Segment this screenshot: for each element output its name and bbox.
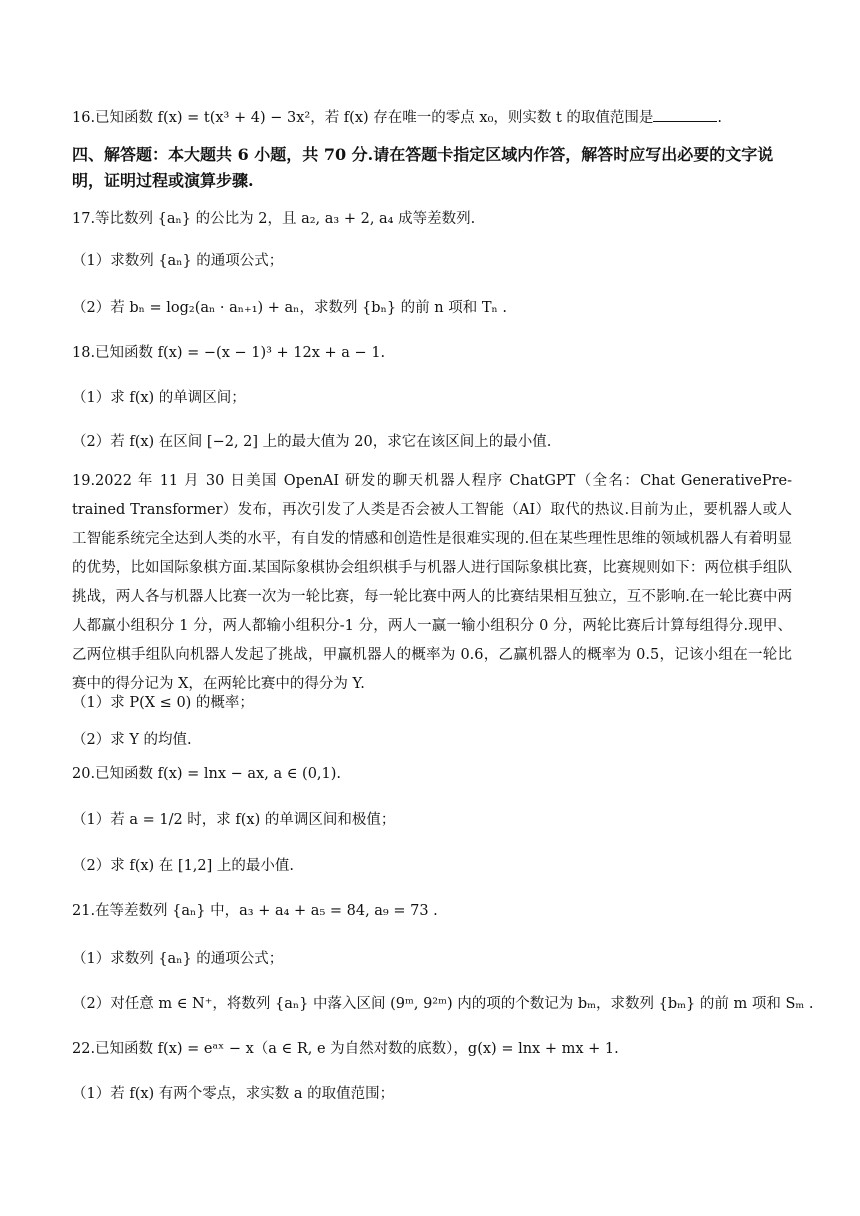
- question-19-part-2: （2）求 Y 的均值.: [72, 732, 192, 748]
- question-16: [72, 107, 792, 129]
- question-20: 20.已知函数 f(x) = lnx − ax, a ∈ (0,1).: [72, 766, 342, 782]
- question-20-part-1: （1）若 a = 1/2 时，求 f(x) 的单调区间和极值；: [72, 812, 396, 828]
- question-18-part-1: （1）求 f(x) 的单调区间；: [72, 390, 246, 406]
- question-21-part-1: （1）求数列 {aₙ} 的通项公式；: [72, 951, 284, 967]
- question-22: 22.已知函数 f(x) = eᵃˣ − x（a ∈ R, e 为自然对数的底数），g(x) = lnx + mx + 1.: [72, 1041, 619, 1057]
- question-22-part-1: （1）若 f(x) 有两个零点，求实数 a 的取值范围；: [72, 1086, 395, 1102]
- question-17-part-2: （2）若 bₙ = log₂(aₙ · aₙ₊₁) + aₙ，求数列 {bₙ} 的前 n 项和 Tₙ .: [72, 300, 507, 316]
- question-18: 18.已知函数 f(x) = −(x − 1)³ + 12x + a − 1.: [72, 345, 386, 361]
- question-20-part-2: （2）求 f(x) 在 [1,2] 上的最小值.: [72, 858, 295, 874]
- question-21: 21.在等差数列 {aₙ} 中，a₃ + a₄ + a₅ = 84, a₉ = 73 .: [72, 903, 438, 919]
- question-19: 19.2022 年 11 月 30 日美国 OpenAI 研发的聊天机器人程序 ChatGPT（全名：Chat GenerativePre-trained Transformer）发布，再次引发了人类是否会被人工智能（AI）取代的热议.目前为止，要机器人或人工智能系统完全达到人类的水平，有自发的情感和创造性是很难实现的.但在某些理性思维的领域机器人有着明显的优势，比如国际象棋方面.某国际象棋协会组织棋手与机器人进行国际象棋比赛，比赛规则如下：两位棋手组队挑战，两人各与机器人比赛一次为一轮比赛，每一轮比赛中两人的比赛结果相互独立，互不影响.在一轮比赛中两人都赢小组积分 1 分，两人都输小组积分-1 分，两人一赢一输小组积分 0 分，两轮比赛后计算每组得分.现甲、乙两位棋手组队向机器人发起了挑战，甲赢机器人的概率为 0.6，乙赢机器人的概率为 0.5，记该小组在一轮比赛中的得分记为 X，在两轮比赛中的得分为 Y.: [72, 473, 792, 692]
- question-19-part-1: （1）求 P(X ≤ 0) 的概率；: [72, 695, 254, 711]
- question-17: 17.等比数列 {aₙ} 的公比为 2，且 a₂, a₃ + 2, a₄ 成等差数列.: [72, 211, 476, 227]
- section-heading: 四、解答题：本大题共 6 小题，共 70 分.请在答题卡指定区域内作答，解答时应写出必要的文字说明，证明过程或演算步骤.: [72, 145, 774, 190]
- question-21-part-2: （2）对任意 m ∈ N⁺，将数列 {aₙ} 中落入区间 (9ᵐ, 9²ᵐ) 内的项的个数记为 bₘ，求数列 {bₘ} 的前 m 项和 Sₘ .: [72, 996, 814, 1012]
- answer-blank: [653, 107, 717, 122]
- question-16-text: 16.已知函数 f(x) = t(x³ + 4) − 3x²，若 f(x) 存在唯一的零点 x₀，则实数 t 的取值范围是: [72, 110, 654, 126]
- question-17-part-1: （1）求数列 {aₙ} 的通项公式；: [72, 253, 284, 269]
- question-18-part-2: （2）若 f(x) 在区间 [−2, 2] 上的最大值为 20，求它在该区间上的最小值.: [72, 434, 552, 450]
- question-16-end: .: [717, 110, 723, 126]
